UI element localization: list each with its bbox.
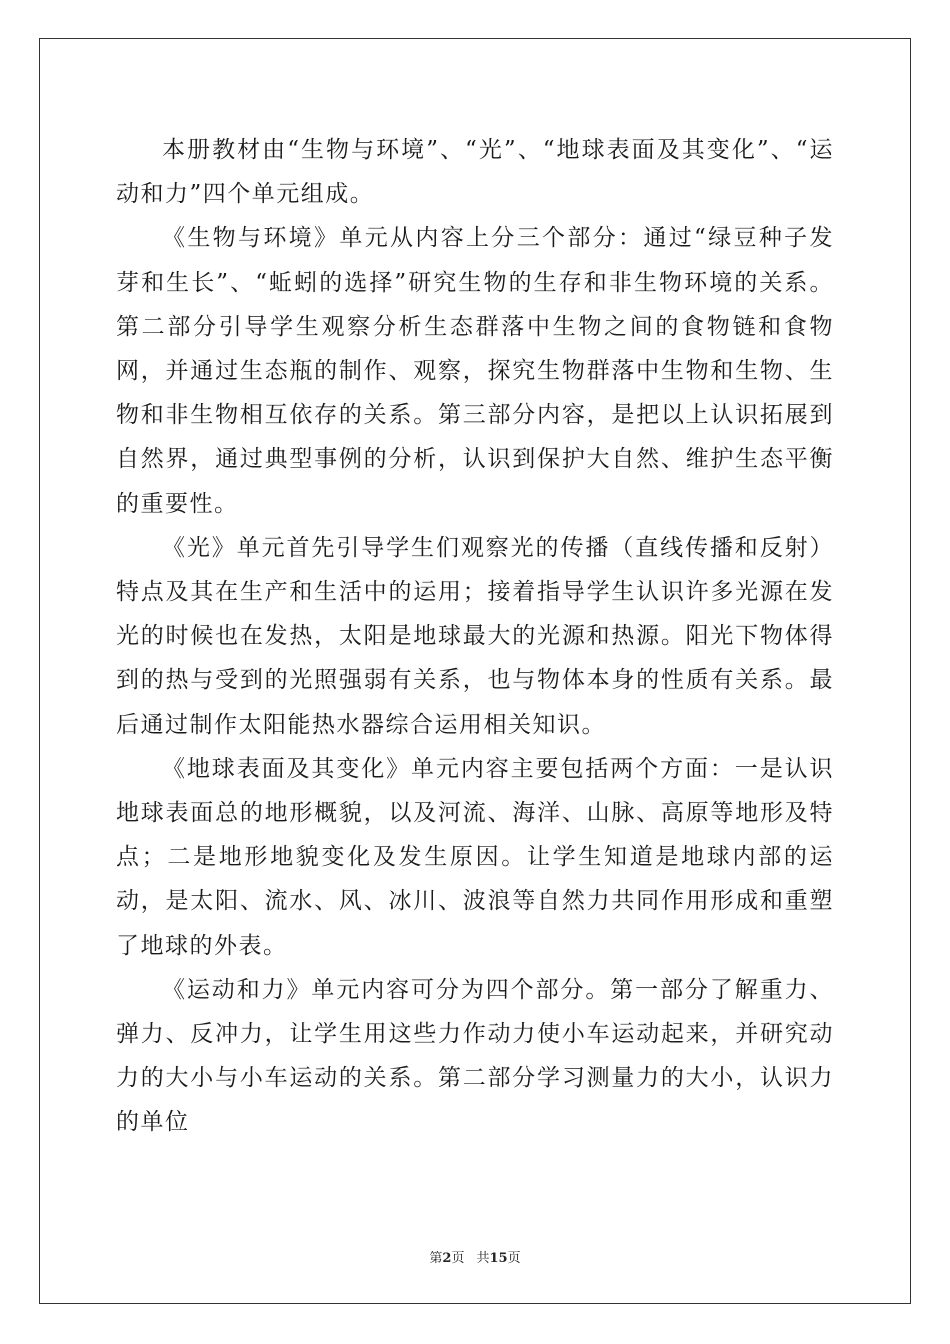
page-footer	[0, 1247, 950, 1266]
document-body	[116, 128, 834, 1145]
page-label-suffix: 页	[451, 1251, 465, 1266]
total-label-suffix: 页	[507, 1251, 521, 1266]
paragraph-earth-surface: 《地球表面及其变化》单元内容主要包括两个方面：一是认识地球表面总的地形概貌，以及河流、海洋、山脉、高原等地形及特点；二是地形地貌变化及发生原因。让学生知道是地球内部的运动，是太阳、流水、风、冰川、波浪等自然力共同作用形成和重塑了地球的外表。	[116, 755, 834, 959]
page-number: 2	[442, 1251, 452, 1266]
total-pages: 15	[489, 1251, 508, 1266]
paragraph-light: 《光》单元首先引导学生们观察光的传播（直线传播和反射）特点及其在生产和生活中的运用；接着指导学生认识许多光源在发光的时候也在发热，太阳是地球最大的光源和热源。阳光下物体得到的热与受到的光照强弱有关系，也与物体本身的性质有关系。最后通过制作太阳能热水器综合运用相关知识。	[116, 534, 834, 738]
paragraph-intro: 本册教材由“生物与环境”、“光”、“地球表面及其变化”、“运动和力”四个单元组成。	[116, 137, 834, 208]
paragraph-biology-environment: 《生物与环境》单元从内容上分三个部分：通过“绿豆种子发芽和生长”、“蚯蚓的选择”研究生物的生存和非生物环境的关系。第二部分引导学生观察分析生态群落中生物之间的食物链和食物网，并通过生态瓶的制作、观察，探究生物群落中生物和生物、生物和非生物相互依存的关系。第三部分内容，是把以上认识拓展到自然界，通过典型事例的分析，认识到保护大自然、维护生态平衡的重要性。	[116, 225, 834, 517]
paragraph-motion-force: 《运动和力》单元内容可分为四个部分。第一部分了解重力、弹力、反冲力，让学生用这些力作动力使小车运动起来，并研究动力的大小与小车运动的关系。第二部分学习测量力的大小，认识力的单位	[116, 976, 834, 1136]
page-label-prefix: 第	[429, 1251, 443, 1266]
total-label-prefix: 共	[476, 1251, 490, 1266]
